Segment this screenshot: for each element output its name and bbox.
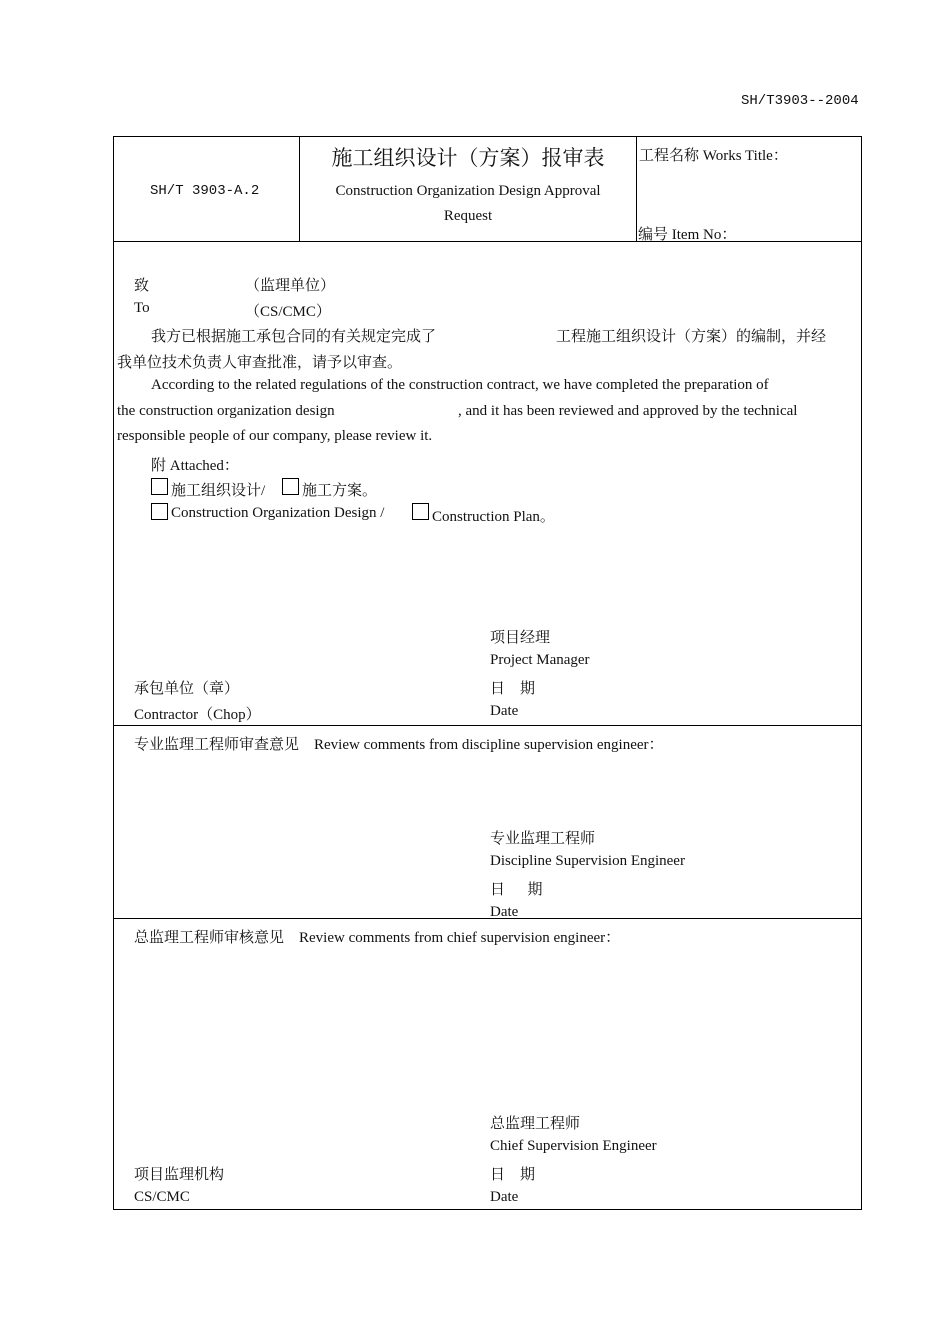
- to-label-en: To: [134, 300, 150, 316]
- header-bottom-border: [113, 241, 862, 242]
- to-unit-cn[interactable]: （监理单位）: [245, 278, 336, 294]
- date-en-2: Date: [490, 904, 519, 918]
- cs-org-cn: 项目监理机构: [134, 1167, 225, 1183]
- paragraph-cn-line1-b: 工程施工组织设计（方案）的编制，并经: [556, 329, 827, 345]
- table-top-border: [113, 136, 862, 137]
- paragraph-en-line2-a: the construction organization design: [117, 403, 335, 419]
- form-title-cn: 施工组织设计（方案）报审表: [331, 146, 605, 170]
- attached-label: 附 Attached：: [151, 458, 239, 474]
- project-manager-cn: 项目经理: [490, 630, 551, 646]
- discipline-engineer-en: Discipline Supervision Engineer: [490, 853, 685, 869]
- date-cn-2: 日 期: [490, 882, 543, 898]
- discipline-engineer-cn: 专业监理工程师: [490, 831, 596, 847]
- chief-engineer-en: Chief Supervision Engineer: [490, 1138, 657, 1154]
- discipline-review-heading: 专业监理工程师审查意见 Review comments from discipline supervision engineer：: [134, 737, 664, 753]
- checkbox-plan-cn[interactable]: [282, 478, 299, 495]
- form-title-en-line2: Request: [443, 208, 493, 224]
- paragraph-en-line2-b: , and it has been reviewed and approved by the technical: [458, 403, 798, 419]
- checkbox-design-cn[interactable]: [151, 478, 168, 495]
- contractor-en: Contractor（Chop）: [134, 707, 261, 723]
- to-unit-en[interactable]: （CS/CMC）: [245, 304, 331, 320]
- option-plan-en: Construction Plan。: [432, 509, 555, 525]
- to-label-cn: 致: [134, 278, 150, 294]
- table-bottom-border: [113, 1209, 862, 1210]
- paragraph-cn-line2: 我单位技术负责人审查批准，请予以审查。: [117, 355, 403, 371]
- date-cn-1: 日 期: [490, 681, 536, 697]
- checkbox-plan-en[interactable]: [412, 503, 429, 520]
- date-en-3: Date: [490, 1189, 519, 1205]
- chief-engineer-cn: 总监理工程师: [490, 1116, 581, 1132]
- date-cn-3: 日 期: [490, 1167, 536, 1183]
- table-right-border: [861, 136, 862, 1210]
- paragraph-en-line3: responsible people of our company, please review it.: [117, 428, 433, 444]
- contractor-cn: 承包单位（章）: [134, 681, 240, 697]
- works-title-field[interactable]: 工程名称 Works Title：: [639, 148, 788, 164]
- paragraph-cn-line1-a: 我方已根据施工承包合同的有关规定完成了: [151, 329, 437, 345]
- project-manager-en: Project Manager: [490, 652, 590, 668]
- header-divider-2: [636, 136, 637, 241]
- form-title-en-line1: Construction Organization Design Approval: [335, 183, 601, 199]
- section2-bottom-border: [113, 918, 862, 919]
- option-design-en: Construction Organization Design /: [171, 505, 385, 521]
- option-design-cn: 施工组织设计/: [171, 483, 266, 499]
- section1-bottom-border: [113, 725, 862, 726]
- table-left-border: [113, 136, 114, 1210]
- chief-review-heading: 总监理工程师审核意见 Review comments from chief supervision engineer：: [134, 930, 621, 946]
- form-code: SH/T 3903-A.2: [150, 183, 260, 199]
- checkbox-design-en[interactable]: [151, 503, 168, 520]
- item-no-field[interactable]: 编号 Item No：: [638, 227, 737, 243]
- standard-number: SH/T3903--2004: [741, 93, 859, 109]
- paragraph-en-line1: According to the related regulations of the construction contract, we have completed the preparation of: [151, 377, 769, 393]
- date-en-1: Date: [490, 703, 519, 719]
- option-plan-cn: 施工方案。: [302, 483, 378, 499]
- cs-org-en: CS/CMC: [134, 1189, 190, 1205]
